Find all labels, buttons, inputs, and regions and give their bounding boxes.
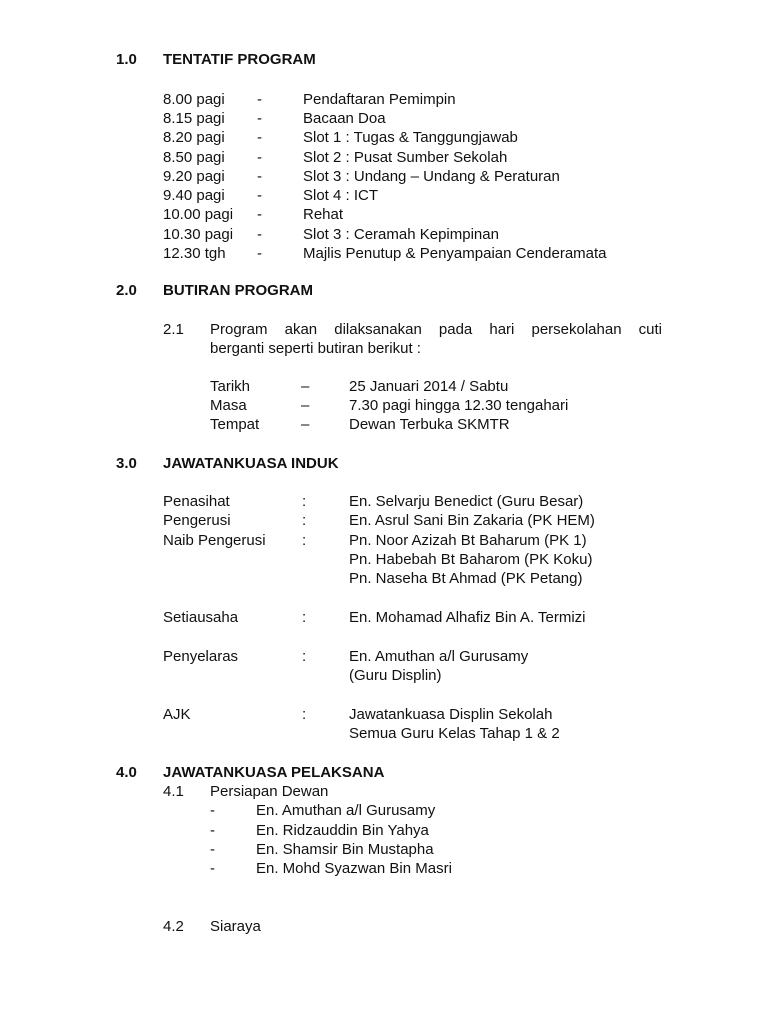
program-paragraph-line1: Program akan dilaksanakan pada hari persekolahan cuti <box>210 321 662 338</box>
schedule-item: Slot 1 : Tugas & Tanggungjawab <box>303 129 518 146</box>
bullet-dash: - <box>210 822 215 839</box>
schedule-item: Slot 2 : Pusat Sumber Sekolah <box>303 149 508 166</box>
member-name: Pn. Noor Azizah Bt Baharum (PK 1) <box>349 532 587 549</box>
schedule-item: Pendaftaran Pemimpin <box>303 91 456 108</box>
schedule-item: Slot 3 : Undang – Undang & Peraturan <box>303 168 560 185</box>
role-penyelaras: Penyelaras <box>163 648 239 665</box>
section-3-number: 3.0 <box>116 455 137 472</box>
detail-label: Masa <box>210 397 247 414</box>
member-name: Semua Guru Kelas Tahap 1 & 2 <box>349 725 560 742</box>
section-2-number: 2.0 <box>116 282 137 299</box>
role-colon: : <box>302 648 307 665</box>
list-item: En. Amuthan a/l Gurusamy <box>256 802 436 819</box>
bullet-dash: - <box>210 860 215 877</box>
schedule-time: 9.40 pagi <box>163 187 225 204</box>
detail-dash: – <box>301 378 310 395</box>
bullet-dash: - <box>210 841 215 858</box>
detail-value: 25 Januari 2014 / Sabtu <box>349 378 509 395</box>
member-name: En. Selvarju Benedict (Guru Besar) <box>349 493 584 510</box>
subsection-4-2-title: Siaraya <box>210 918 261 935</box>
member-note: (Guru Displin) <box>349 667 442 684</box>
role-naib-pengerusi: Naib Pengerusi <box>163 532 266 549</box>
role-colon: : <box>302 532 307 549</box>
schedule-item: Bacaan Doa <box>303 110 386 127</box>
schedule-time: 10.30 pagi <box>163 226 234 243</box>
bullet-dash: - <box>210 802 215 819</box>
role-colon: : <box>302 706 307 723</box>
schedule-dash: - <box>257 187 262 204</box>
detail-label: Tarikh <box>210 378 251 395</box>
schedule-time: 10.00 pagi <box>163 206 234 223</box>
detail-value: 7.30 pagi hingga 12.30 tengahari <box>349 397 569 414</box>
subsection-4-2-number: 4.2 <box>163 918 184 935</box>
subsection-4-1-number: 4.1 <box>163 783 184 800</box>
program-paragraph-line2: berganti seperti butiran berikut : <box>210 340 421 357</box>
role-setiausaha: Setiausaha <box>163 609 239 626</box>
subsection-4-1-title: Persiapan Dewan <box>210 783 329 800</box>
role-ajk: AJK <box>163 706 191 723</box>
schedule-time: 8.20 pagi <box>163 129 225 146</box>
schedule-dash: - <box>257 245 262 262</box>
subsection-2-1-number: 2.1 <box>163 321 184 338</box>
list-item: En. Mohd Syazwan Bin Masri <box>256 860 452 877</box>
section-4-title: JAWATANKUASA PELAKSANA <box>163 764 385 781</box>
schedule-time: 9.20 pagi <box>163 168 225 185</box>
detail-value: Dewan Terbuka SKMTR <box>349 416 510 433</box>
schedule-dash: - <box>257 129 262 146</box>
schedule-item: Rehat <box>303 206 344 223</box>
schedule-item: Slot 3 : Ceramah Kepimpinan <box>303 226 499 243</box>
role-colon: : <box>302 493 307 510</box>
member-name: En. Mohamad Alhafiz Bin A. Termizi <box>349 609 586 626</box>
member-name: Jawatankuasa Displin Sekolah <box>349 706 553 723</box>
schedule-time: 8.00 pagi <box>163 91 225 108</box>
member-name: En. Amuthan a/l Gurusamy <box>349 648 529 665</box>
schedule-dash: - <box>257 91 262 108</box>
list-item: En. Ridzauddin Bin Yahya <box>256 822 429 839</box>
schedule-item: Slot 4 : ICT <box>303 187 379 204</box>
role-penasihat: Penasihat <box>163 493 230 510</box>
schedule-dash: - <box>257 168 262 185</box>
role-pengerusi: Pengerusi <box>163 512 231 529</box>
role-colon: : <box>302 609 307 626</box>
schedule-dash: - <box>257 149 262 166</box>
schedule-dash: - <box>257 226 262 243</box>
schedule-item: Majlis Penutup & Penyampaian Cenderamata <box>303 245 607 262</box>
detail-dash: – <box>301 416 310 433</box>
section-1-number: 1.0 <box>116 51 137 68</box>
section-3-title: JAWATANKUASA INDUK <box>163 455 339 472</box>
schedule-time: 8.50 pagi <box>163 149 225 166</box>
schedule-time: 12.30 tgh <box>163 245 226 262</box>
section-4-number: 4.0 <box>116 764 137 781</box>
detail-dash: – <box>301 397 310 414</box>
list-item: En. Shamsir Bin Mustapha <box>256 841 434 858</box>
section-2-title: BUTIRAN PROGRAM <box>163 282 313 299</box>
member-name: En. Asrul Sani Bin Zakaria (PK HEM) <box>349 512 595 529</box>
detail-label: Tempat <box>210 416 260 433</box>
schedule-dash: - <box>257 206 262 223</box>
member-name: Pn. Habebah Bt Baharom (PK Koku) <box>349 551 593 568</box>
role-colon: : <box>302 512 307 529</box>
member-name: Pn. Naseha Bt Ahmad (PK Petang) <box>349 570 583 587</box>
schedule-dash: - <box>257 110 262 127</box>
schedule-time: 8.15 pagi <box>163 110 225 127</box>
section-1-title: TENTATIF PROGRAM <box>163 51 316 68</box>
